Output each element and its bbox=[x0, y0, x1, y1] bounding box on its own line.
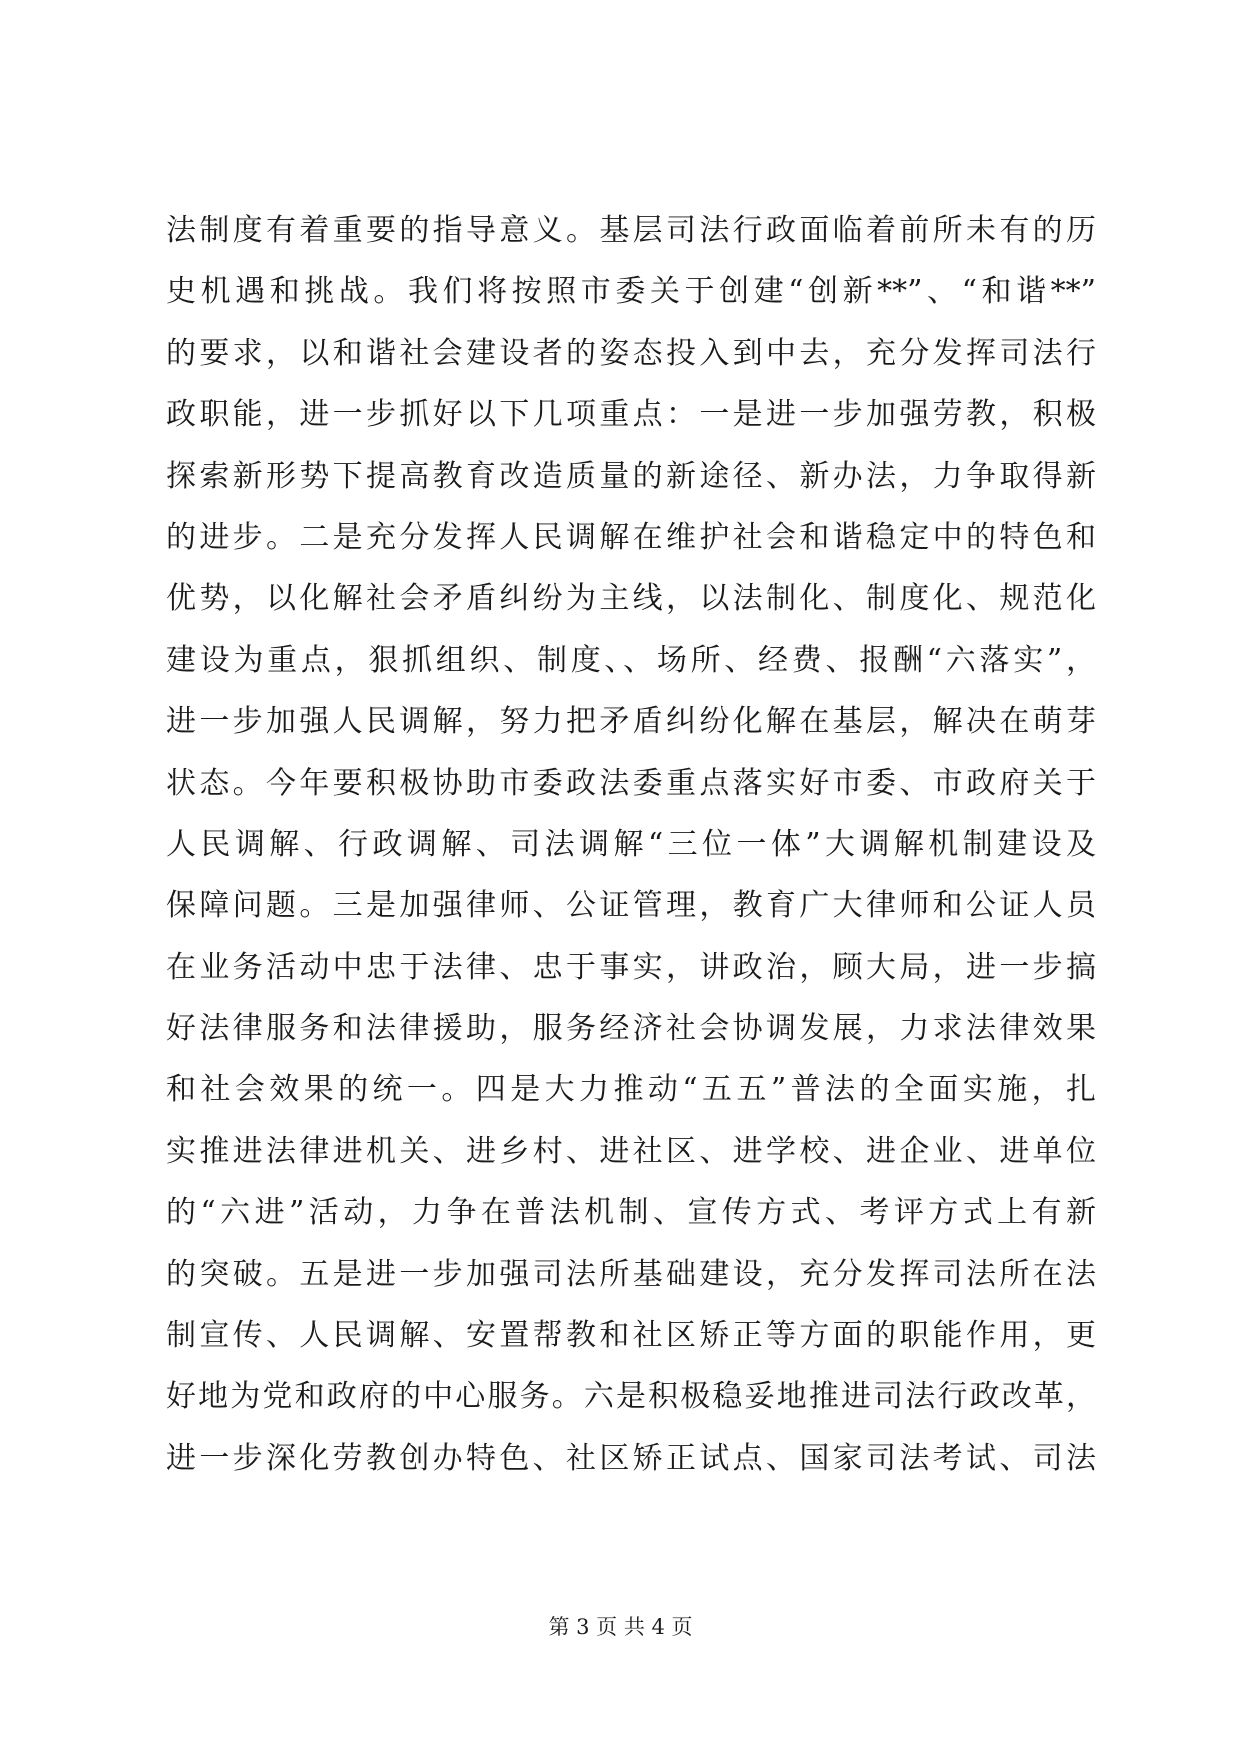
text-line: 的“六进”活动，力争在普法机制、宣传方式、考评方式上有新 bbox=[166, 1195, 1096, 1231]
text-line: 好地为党和政府的中心服务。六是积极稳妥地推进司法行政改革， bbox=[166, 1379, 1096, 1415]
text-line: 的要求，以和谐社会建设者的姿态投入到中去，充分发挥司法行 bbox=[166, 335, 1096, 371]
text-line: 的进步。二是充分发挥人民调解在维护社会和谐稳定中的特色和 bbox=[166, 519, 1096, 555]
text-line: 制宣传、人民调解、安置帮教和社区矫正等方面的职能作用，更 bbox=[166, 1318, 1096, 1354]
text-line: 人民调解、行政调解、司法调解“三位一体”大调解机制建设及 bbox=[166, 826, 1096, 862]
text-line: 的突破。五是进一步加强司法所基础建设，充分发挥司法所在法 bbox=[166, 1256, 1096, 1292]
text-line: 史机遇和挑战。我们将按照市委关于创建“创新**”、“和谐**” bbox=[166, 274, 1096, 310]
text-line: 和社会效果的统一。四是大力推动“五五”普法的全面实施，扎 bbox=[166, 1072, 1096, 1108]
text-line: 建设为重点，狠抓组织、制度、、场所、经费、报酬“六落实”， bbox=[166, 642, 1096, 678]
page-footer bbox=[0, 1612, 1241, 1642]
text-line: 探索新形势下提高教育改造质量的新途径、新办法，力争取得新 bbox=[166, 458, 1096, 494]
text-line: 状态。今年要积极协助市委政法委重点落实好市委、市政府关于 bbox=[166, 765, 1096, 801]
text-line: 优势，以化解社会矛盾纠纷为主线，以法制化、制度化、规范化 bbox=[166, 581, 1096, 617]
text-line: 进一步深化劳教创办特色、社区矫正试点、国家司法考试、司法 bbox=[166, 1440, 1096, 1476]
text-line: 政职能，进一步抓好以下几项重点：一是进一步加强劳教，积极 bbox=[166, 397, 1096, 433]
text-line: 在业务活动中忠于法律、忠于事实，讲政治，顾大局，进一步搞 bbox=[166, 949, 1096, 985]
text-line: 保障问题。三是加强律师、公证管理，教育广大律师和公证人员 bbox=[166, 888, 1096, 924]
text-line: 进一步加强人民调解，努力把矛盾纠纷化解在基层，解决在萌芽 bbox=[166, 704, 1096, 740]
text-line: 实推进法律进机关、进乡村、进社区、进学校、进企业、进单位 bbox=[166, 1133, 1096, 1169]
body-text bbox=[166, 200, 1096, 1489]
page-number-label: 第 3 页 共 4 页 bbox=[548, 1615, 693, 1639]
text-line: 法制度有着重要的指导意义。基层司法行政面临着前所未有的历 bbox=[166, 213, 1096, 248]
text-line: 好法律服务和法律援助，服务经济社会协调发展，力求法律效果 bbox=[166, 1011, 1096, 1047]
